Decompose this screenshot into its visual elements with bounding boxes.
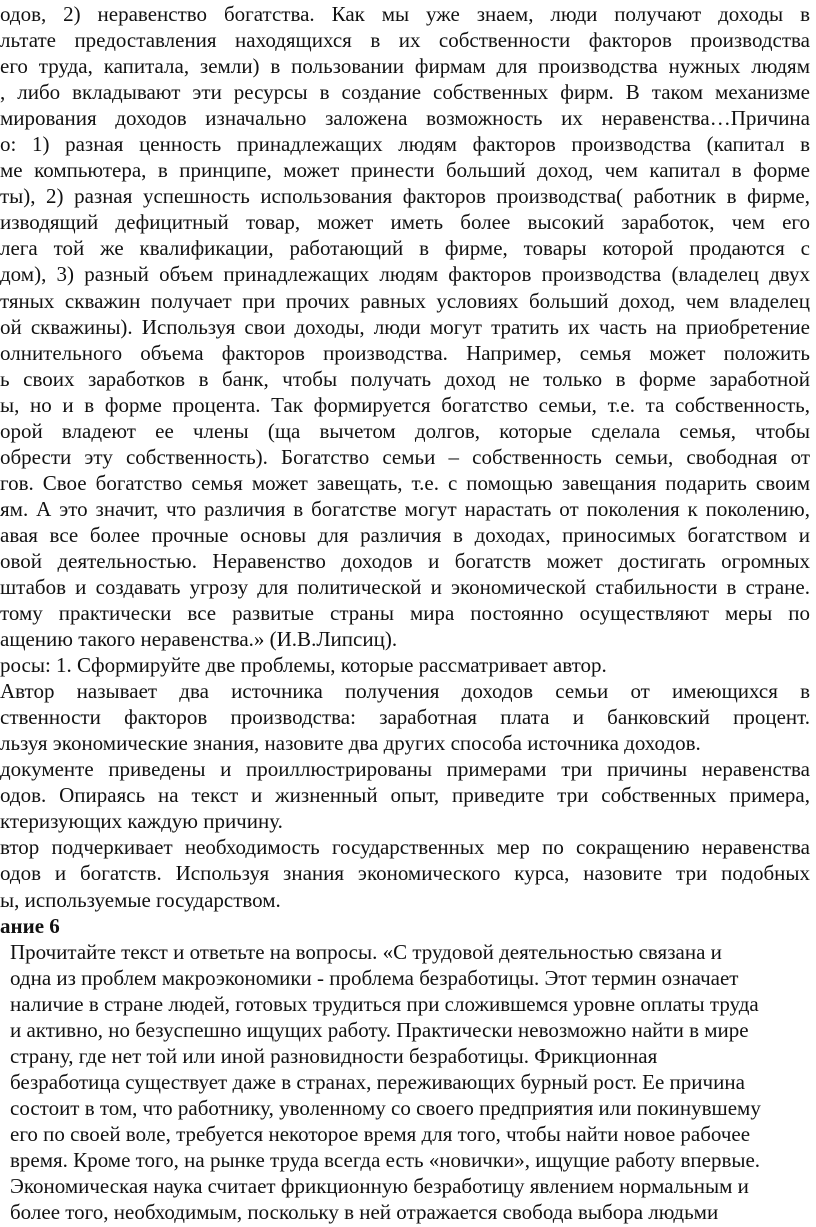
text-line: дом), 3) разный объем принадлежащих людям факторов производства (владелец двух (0, 262, 810, 287)
text-line: безработица существует даже в странах, переживающих бурный рост. Ее причина (10, 1069, 745, 1094)
text-line: овой деятельностью. Неравенство доходов и богатств может достигать огромных (0, 548, 810, 573)
text-line: ме компьютера, в принципе, может принести больший доход, чем капитал в форме (0, 158, 810, 183)
text-line: льтате предоставления находящихся в их собственности факторов производства (0, 28, 810, 52)
question-line: росы: 1. Сформируйте две проблемы, которые рассматривает автор. (0, 653, 607, 678)
text-line: ащению такого неравенства.» (И.В.Липсиц). (0, 627, 398, 651)
text-line: , либо вкладывают эти ресурсы в создание собственных фирм. В таком механизме (0, 80, 810, 105)
text-line: о: 1) разная ценность принадлежащих людям факторов производства (капитал в (0, 132, 810, 157)
question-line: Автор называет два источника получения доходов семьи от имеющихся в (0, 679, 810, 704)
text-line: тому практически все развитые страны мира постоянно осуществляют меры по (0, 601, 810, 625)
text-line: орой владеют ее члены (ща вычетом долгов, которые сделала семья, чтобы (0, 418, 810, 443)
text-line: ь своих заработков в банк, чтобы получать доход не только в форме заработной (0, 366, 810, 391)
section-heading: ание 6 (0, 913, 60, 938)
text-line: страну, где нет той или иной разновидности безработицы. Фрикционная (10, 1043, 658, 1068)
text-line: мирования доходов изначально заложена возможность их неравенства…Причина (0, 106, 810, 131)
question-line: льзуя экономические знания, назовите два других способа источника доходов. (0, 731, 701, 756)
text-line: Прочитайте текст и ответьте на вопросы. «С трудовой деятельностью связана и (10, 939, 722, 964)
text-line: состоит в том, что работнику, уволенному со своего предприятия или покинувшему (10, 1095, 761, 1120)
question-line: ктеризующих каждую причину. (0, 809, 283, 834)
text-line: тяных скважин получает при прочих равных условиях больший доход, чем владелец (0, 288, 810, 313)
text-line: и активно, но безуспешно ищущих работу. Практически невозможно найти в мире (10, 1017, 749, 1042)
text-line: ой скважины). Используя свои доходы, люди могут тратить их часть на приобретение (0, 314, 810, 339)
text-line: ы, но и в форме процента. Так формируется богатство семьи, т.е. та собственность, (0, 392, 810, 417)
text-line: время. Кроме того, на рынке труда всегда есть «новички», ищущие работу впервые. (10, 1147, 761, 1172)
question-line: одов и богатств. Используя знания экономического курса, назовите три подобных (0, 861, 810, 886)
text-line: ты), 2) разная успешность использования факторов производства( работник в фирме, (0, 184, 810, 209)
text-line: изводящий дефицитный товар, может иметь более высокий заработок, чем его (0, 210, 810, 235)
text-line: олнительного объема факторов производства. Например, семья может положить (0, 340, 810, 365)
text-line: одна из проблем макроэкономики - проблема безработицы. Этот термин означает (10, 965, 739, 990)
text-line: штабов и создавать угрозу для политической и экономической стабильности в стране. (0, 575, 810, 599)
text-line: более того, необходимым, поскольку в ней отражается свобода выбора людьми (10, 1200, 719, 1224)
question-line: ственности факторов производства: заработная плата и банковский процент. (0, 705, 810, 730)
text-line: Экономическая наука считает фрикционную безработицу явлением нормальным и (10, 1174, 749, 1198)
text-line: лега той же квалификации, работающий в фирме, товары которой продаются с (0, 236, 810, 261)
text-line: наличие в стране людей, готовых трудиться при сложившемся уровне оплаты труда (10, 991, 759, 1016)
text-line: ям. А это значит, что различия в богатстве могут нарастать от поколения к поколению, (0, 496, 810, 521)
question-line: одов. Опираясь на текст и жизненный опыт, приведите три собственных примера, (0, 783, 810, 808)
question-line: документе приведены и проиллюстрированы примерами три причины неравенства (0, 757, 810, 782)
text-line: авая все более прочные основы для различия в доходах, приносимых богатством и (0, 522, 810, 547)
question-line: втор подчеркивает необходимость государственных мер по сокращению неравенства (0, 835, 810, 860)
text-line: гов. Свое богатство семья может завещать, т.е. с помощью завещания подарить своим (0, 470, 810, 495)
text-line: обрести эту собственность). Богатство семьи – собственность семьи, свободная от (0, 444, 810, 469)
text-line: его по своей воле, требуется некоторое время для того, чтобы найти новое рабочее (10, 1121, 751, 1146)
question-line: ы, используемые государством. (0, 887, 281, 912)
text-line: его труда, капитала, земли) в пользовании фирмам для производства нужных людям (0, 54, 810, 79)
text-line: одов, 2) неравенство богатства. Как мы уже знаем, люди получают доходы в (0, 2, 810, 26)
